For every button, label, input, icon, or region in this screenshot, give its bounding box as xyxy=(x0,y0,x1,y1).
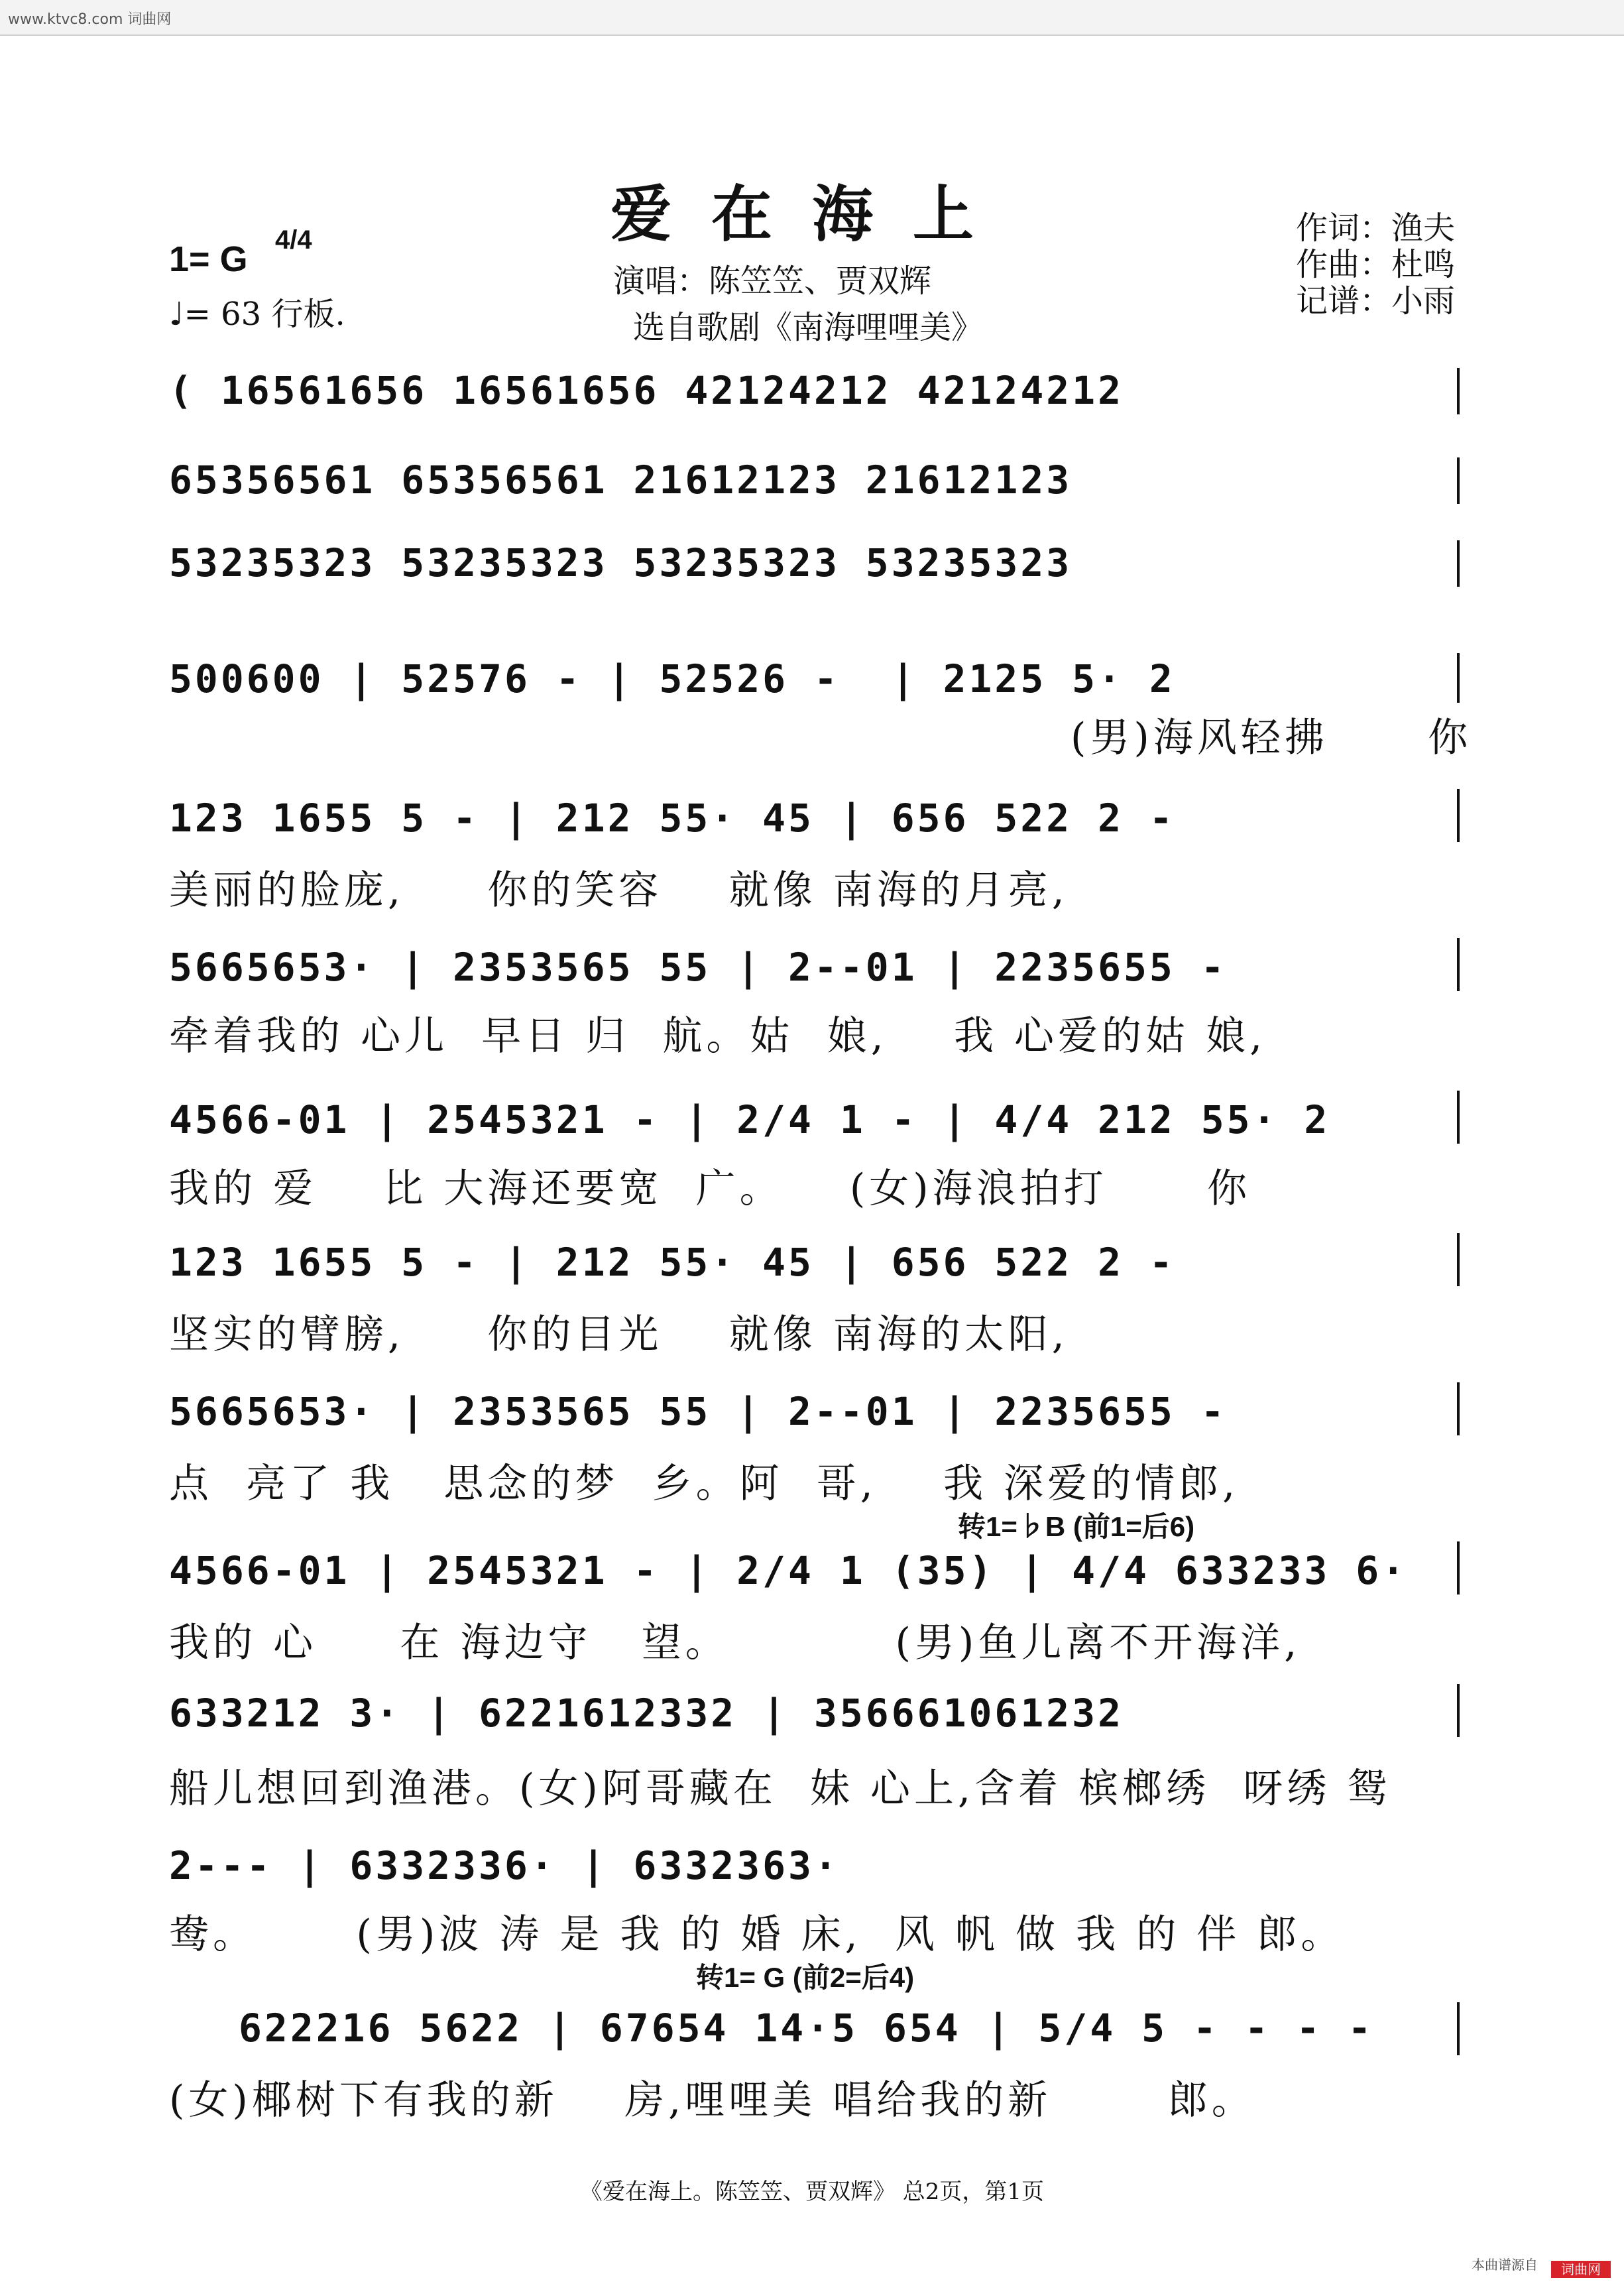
score-row-13: 622216 5622 | 67654 14·5 654 | 5/4 5 - - - - xyxy=(239,2006,1374,2051)
lyric-row-8: 坚实的臂膀, 你的目光 就像 南海的太阳, xyxy=(169,1311,1069,1358)
song-title: 爱在海上 xyxy=(610,178,1014,250)
bar-line xyxy=(1457,540,1460,587)
bar-line xyxy=(1457,653,1460,703)
tempo: ♩= 63 行板. xyxy=(169,296,345,333)
lyric-row-12: 鸯。 (男)波 涛 是 我 的 婚 床, 风 帆 做 我 的 伴 郎。 xyxy=(169,1911,1345,1958)
source-credit: 本曲谱源自 xyxy=(1472,2257,1538,2273)
bar-line xyxy=(1457,457,1460,504)
score-row-8: 123 1655 5 - | 212 55· 45 | 656 522 2 - xyxy=(169,1240,1175,1285)
transcriber: 记谱：小雨 xyxy=(1296,282,1456,320)
score-row-7: 4566-01 | 2545321 - | 2/4 1 - | 4/4 212 55· 2 xyxy=(169,1097,1330,1142)
bar-line xyxy=(1457,368,1460,414)
lyricist: 作词：渔夫 xyxy=(1296,210,1456,247)
singers: 演唱：陈笠笠、贾双辉 xyxy=(613,263,932,300)
bar-line xyxy=(1457,1233,1460,1286)
lyric-row-7: 我的 爱 比 大海还要宽 广。 (女)海浪拍打 你 xyxy=(169,1166,1251,1212)
modulation-marker: 转1= G (前2=后4) xyxy=(696,1962,915,1993)
score-row-9: 5665653· | 2353565 55 | 2--01 | 2235655 - xyxy=(169,1389,1227,1434)
time-signature: 4/4 xyxy=(275,225,312,255)
page-footer: 《爱在海上。陈笠笠、贾双辉》 总2页，第1页 xyxy=(579,2179,1045,2205)
score-row-2: 65356561 65356561 21612123 21612123 xyxy=(169,457,1073,503)
lyric-row-9: 点 亮了 我 思念的梦 乡。阿 哥, 我 深爱的情郎, xyxy=(169,1461,1240,1507)
bar-line xyxy=(1457,1382,1460,1435)
site-watermark: www.ktvc8.com 词曲网 xyxy=(8,11,172,28)
composer: 作曲：杜鸣 xyxy=(1296,246,1456,283)
bar-line xyxy=(1457,789,1460,842)
lyric-row-5: 美丽的脸庞, 你的笑容 就像 南海的月亮, xyxy=(169,867,1069,914)
score-row-6: 5665653· | 2353565 55 | 2--01 | 2235655 - xyxy=(169,945,1227,990)
bar-line xyxy=(1457,938,1460,991)
source: 选自歌剧《南海哩哩美》 xyxy=(633,309,984,346)
score-row-1: ( 16561656 16561656 42124212 42124212 xyxy=(169,368,1124,413)
bar-line xyxy=(1457,2002,1460,2055)
score-row-5: 123 1655 5 - | 212 55· 45 | 656 522 2 - xyxy=(169,796,1175,841)
score-row-10: 4566-01 | 2545321 - | 2/4 1 (35) | 4/4 633233 6· xyxy=(169,1548,1408,1593)
score-row-12: 2--- | 6332336· | 6332363· xyxy=(169,1843,840,1888)
key-signature: 1= G xyxy=(169,239,248,279)
score-row-3: 53235323 53235323 53235323 53235323 xyxy=(169,540,1073,585)
site-logo: 词曲网 xyxy=(1551,2261,1611,2278)
modulation-marker: 转1=♭B (前1=后6) xyxy=(958,1511,1195,1542)
score-row-4: 500600 | 52576 - | 52526 - | 2125 5· 2 xyxy=(169,656,1175,701)
top-bar xyxy=(0,0,1624,36)
bar-line xyxy=(1457,1541,1460,1594)
lyric-row-4: (男)海风轻拂 你 xyxy=(1071,715,1472,761)
lyric-row-11: 船儿想回到渔港。(女)阿哥藏在 妹 心上,含着 槟榔绣 呀绣 鸳 xyxy=(169,1766,1391,1812)
lyric-row-6: 牵着我的 心儿 早日 归 航。姑 娘, 我 心爱的姑 娘, xyxy=(169,1013,1267,1059)
lyric-row-13: (女)椰树下有我的新 房,哩哩美 唱给我的新 郎。 xyxy=(169,2077,1255,2124)
lyric-row-10: 我的 心 在 海边守 望。 (男)鱼儿离不开海洋, xyxy=(169,1620,1301,1666)
bar-line xyxy=(1457,1091,1460,1144)
score-row-11: 633212 3· | 6221612332 | 356661061232 xyxy=(169,1691,1124,1736)
bar-line xyxy=(1457,1684,1460,1737)
